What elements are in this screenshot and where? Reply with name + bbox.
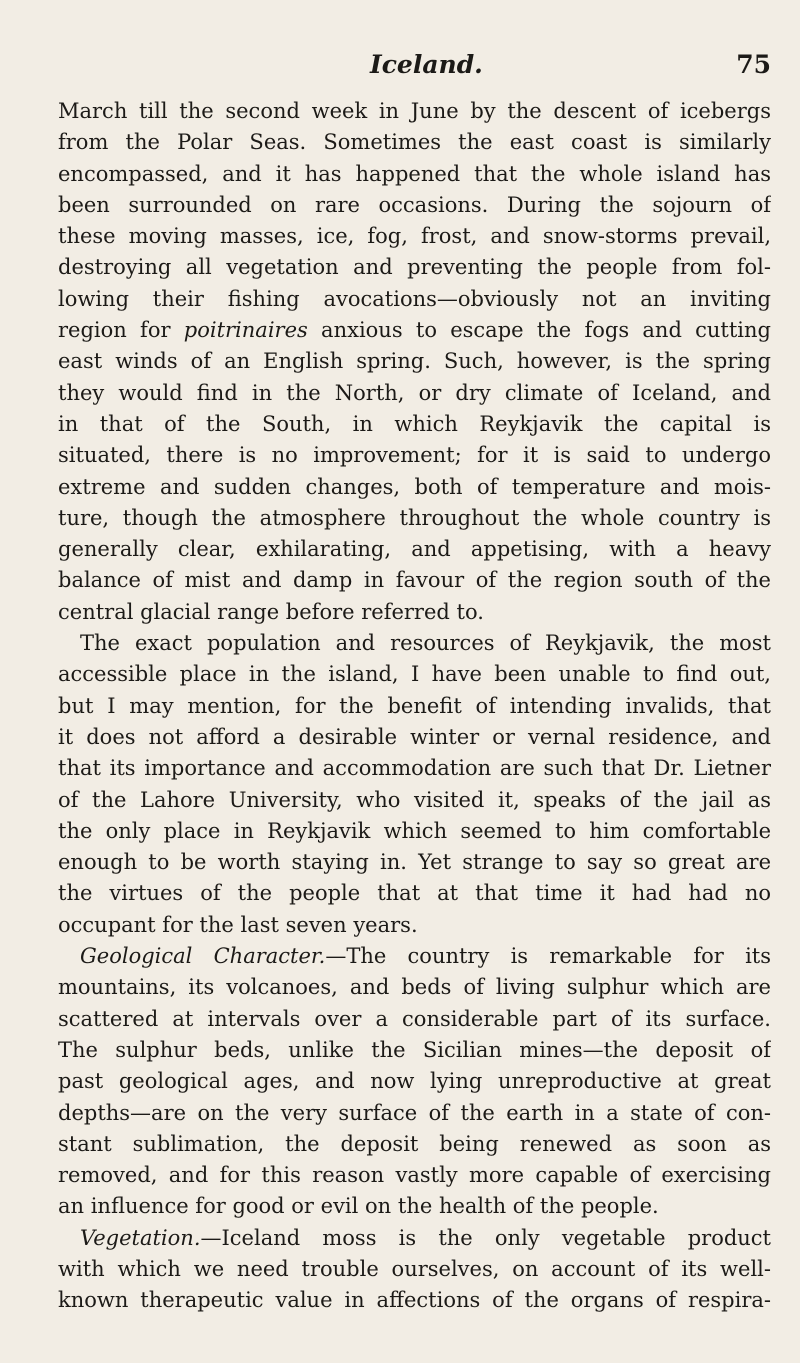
text-segment: in that of the South, in which Reykjavik the capital is (58, 411, 771, 436)
text-segment: that its importance and accommodation are such that Dr. Lietner (58, 756, 771, 781)
text-line (58, 753, 771, 784)
text-line (58, 910, 771, 941)
text-line (58, 409, 771, 440)
text-line (58, 127, 771, 158)
text-segment: stant sublimation, the deposit being renewed as soon as (58, 1131, 771, 1156)
running-head (58, 50, 771, 90)
text-line (58, 1254, 771, 1285)
text-line (58, 503, 771, 534)
text-segment: but I may mention, for the benefit of intending invalids, that (58, 693, 771, 718)
text-line (58, 1098, 771, 1129)
text-line (58, 691, 771, 722)
italic-text: Geological Character. (80, 944, 326, 969)
text-line (58, 816, 771, 847)
text-line (58, 252, 771, 283)
text-segment: situated, there is no improvement; for it is said to undergo (58, 443, 771, 468)
text-segment: an influence for good or evil on the health of the people. (58, 1194, 659, 1219)
page-number: 75 (736, 50, 771, 79)
text-line (58, 1160, 771, 1191)
text-line (58, 534, 771, 565)
text-segment: lowing their fishing avocations—obviously not an inviting (58, 286, 771, 311)
text-segment: known therapeutic value in affections of the organs of respira- (58, 1288, 771, 1313)
text-segment: with which we need trouble ourselves, on account of its well- (58, 1256, 771, 1281)
text-line (58, 96, 771, 127)
text-line (58, 159, 771, 190)
text-line (58, 284, 771, 315)
text-segment: region for (58, 318, 184, 343)
text-segment: The exact population and resources of Reykjavik, the most (80, 631, 771, 656)
text-segment: removed, and for this reason vastly more capable of exercising (58, 1163, 771, 1188)
text-line (58, 440, 771, 471)
text-line (58, 1066, 771, 1097)
body-text (58, 96, 771, 1317)
text-segment: been surrounded on rare occasions. During the sojourn of (58, 192, 771, 217)
text-segment: these moving masses, ice, fog, frost, and snow-storms prevail, (58, 224, 771, 249)
text-segment: the virtues of the people that at that time it had had no (58, 881, 771, 906)
text-line (58, 941, 771, 972)
text-segment: —Iceland moss is the only vegetable product (200, 1225, 771, 1250)
text-line (58, 628, 771, 659)
text-line (58, 1285, 771, 1316)
text-line (58, 785, 771, 816)
text-segment: of the Lahore University, who visited it, speaks of the jail as (58, 787, 771, 812)
text-segment: occupant for the last seven years. (58, 912, 418, 937)
text-segment: past geological ages, and now lying unreproductive at great (58, 1069, 771, 1094)
text-segment: enough to be worth staying in. Yet strange to say so great are (58, 850, 771, 875)
text-line (58, 1129, 771, 1160)
text-segment: anxious to escape the fogs and cutting (307, 318, 771, 343)
text-segment: destroying all vegetation and preventing the people from fol- (58, 255, 771, 280)
text-line (58, 722, 771, 753)
text-line (58, 1223, 771, 1254)
text-line (58, 346, 771, 377)
text-segment: ture, though the atmosphere throughout the whole country is (58, 505, 771, 530)
italic-text: poitrinaires (183, 318, 308, 343)
text-line (58, 847, 771, 878)
text-segment: encompassed, and it has happened that the whole island has (58, 161, 771, 186)
text-segment: depths—are on the very surface of the earth in a state of con- (58, 1100, 771, 1125)
text-line (58, 221, 771, 252)
running-title: Iceland. (370, 50, 483, 79)
text-segment: extreme and sudden changes, both of temperature and mois- (58, 474, 771, 499)
text-line (58, 597, 771, 628)
text-segment: —The country is remarkable for its (325, 944, 771, 969)
text-line (58, 878, 771, 909)
text-segment: it does not afford a desirable winter or vernal residence, and (58, 724, 771, 749)
text-segment: the only place in Reykjavik which seemed to him comfortable (58, 818, 771, 843)
text-segment: The sulphur beds, unlike the Sicilian mines—the deposit of (58, 1037, 771, 1062)
text-segment: mountains, its volcanoes, and beds of living sulphur which are (58, 975, 771, 1000)
text-line (58, 1191, 771, 1222)
text-segment: they would find in the North, or dry climate of Iceland, and (58, 380, 771, 405)
text-segment: March till the second week in June by the descent of icebergs (58, 99, 771, 123)
text-line (58, 565, 771, 596)
text-segment: generally clear, exhilarating, and appetising, with a heavy (58, 537, 771, 562)
italic-text: Vegetation. (80, 1225, 201, 1250)
text-line (58, 1035, 771, 1066)
text-segment: scattered at intervals over a considerable part of its surface. (58, 1006, 771, 1031)
text-line (58, 972, 771, 1003)
text-segment: central glacial range before referred to. (58, 599, 484, 624)
text-line (58, 378, 771, 409)
text-segment: from the Polar Seas. Sometimes the east coast is similarly (58, 130, 771, 155)
text-line (58, 472, 771, 503)
text-line (58, 315, 771, 346)
text-line (58, 1004, 771, 1035)
text-line (58, 659, 771, 690)
text-segment: balance of mist and damp in favour of the region south of the (58, 568, 771, 593)
text-segment: accessible place in the island, I have been unable to find out, (58, 662, 771, 687)
text-segment: east winds of an English spring. Such, however, is the spring (58, 349, 771, 374)
text-line (58, 190, 771, 221)
